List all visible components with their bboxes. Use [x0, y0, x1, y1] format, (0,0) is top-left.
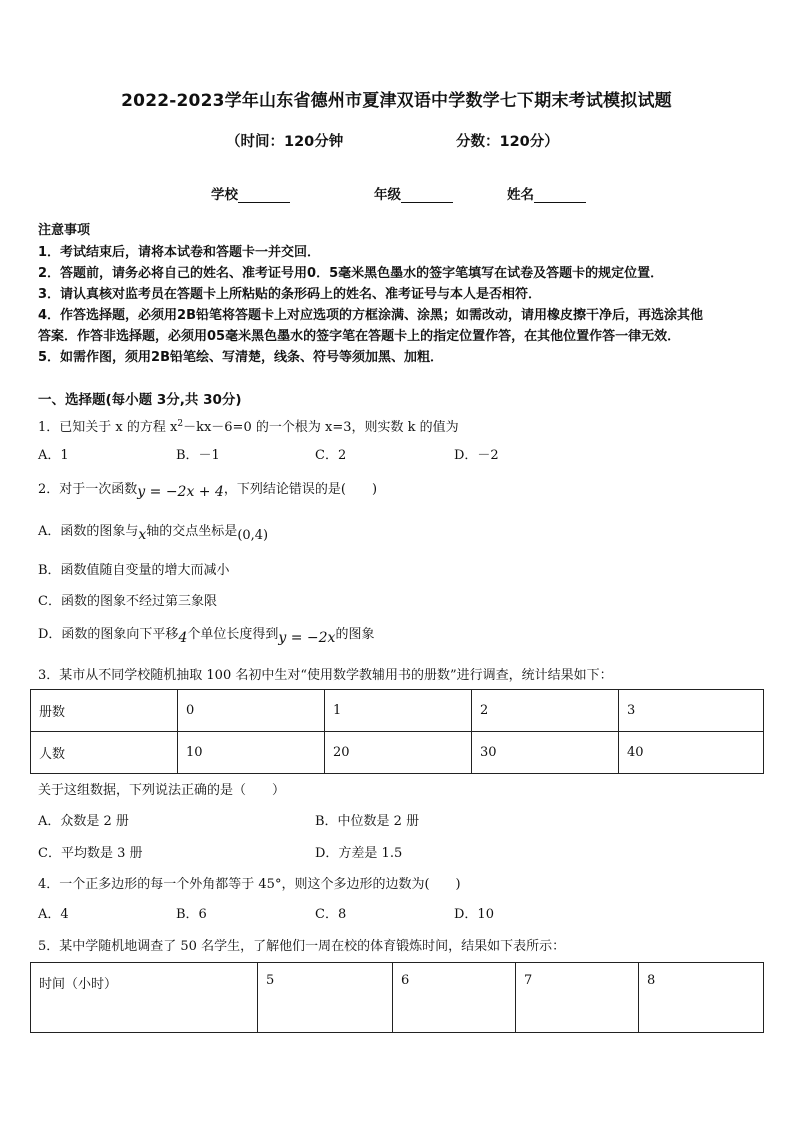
grade-label: 年级: [374, 187, 401, 203]
table-row: [31, 690, 764, 732]
table-cell: 册数: [31, 690, 178, 732]
name-field: [507, 183, 586, 203]
table-cell: 8: [639, 963, 764, 1033]
page-title: 2022-2023学年山东省德州市夏津双语中学数学七下期末考试模拟试题: [121, 91, 672, 111]
table-cell: 6: [393, 963, 516, 1033]
school-field: [211, 183, 290, 203]
q2-option-a-mid: 轴的交点坐标是: [146, 524, 238, 539]
question-4-stem: 4．一个正多边形的每一个外角都等于 45°，则这个多边形的边数为( ): [38, 877, 461, 892]
q2-option-a-pre: A．函数的图象与: [38, 524, 139, 539]
name-blank: [534, 188, 586, 203]
q2-option-a-x: x: [138, 527, 147, 543]
q3-table: [30, 689, 764, 774]
section-heading: 一、选择题(每小题 3分,共 30分): [38, 392, 242, 408]
q2-option-d: [38, 626, 375, 646]
q1-option-d: D．－2: [454, 448, 499, 463]
q2-option-a-point: (0,4): [237, 528, 269, 543]
q2-option-d-4: 4: [178, 630, 188, 646]
table-row: [31, 732, 764, 774]
notice-item: 答案．作答非选择题，必须用05毫米黑色墨水的签字笔在答题卡上的指定位置作答，在其他位置作答一律无效．: [38, 329, 681, 344]
question-5-stem: 5．某中学随机地调查了 50 名学生，了解他们一周在校的体育锻炼时间，结果如下表所示：: [38, 939, 566, 954]
q2-formula: y = −2x + 4: [137, 484, 224, 500]
q5-table: [30, 962, 764, 1033]
q3-option-b: B．中位数是 2 册: [315, 814, 420, 829]
q3-question: 关于这组数据，下列说法正确的是（ ）: [38, 783, 286, 798]
table-row: [31, 963, 764, 1033]
table-cell: 30: [472, 732, 619, 774]
table-cell: 0: [178, 690, 325, 732]
q1-stem-pre: 1．已知关于 x 的方程 x: [38, 420, 178, 435]
q2-option-d-mid: 个单位长度得到: [187, 627, 279, 642]
q4-option-c: C．8: [315, 907, 347, 922]
table-cell: 时间（小时）: [31, 963, 258, 1033]
table-cell: 20: [325, 732, 472, 774]
q4-option-b: B．6: [176, 907, 207, 922]
q1-option-a: A．1: [38, 448, 69, 463]
table-cell: 7: [516, 963, 639, 1033]
table-cell: 10: [178, 732, 325, 774]
q1-option-b: B．－1: [176, 448, 220, 463]
table-cell: 3: [619, 690, 764, 732]
notice-item: 4．作答选择题，必须用2B铅笔将答题卡上对应选项的方框涂满、涂黑；如需改动，请用橡皮擦干净后，再选涂其他: [38, 308, 704, 323]
grade-blank: [401, 188, 453, 203]
total-score: 分数：120分）: [456, 134, 559, 150]
school-blank: [238, 188, 290, 203]
q1-option-c: C．2: [315, 448, 347, 463]
q3-option-a: A．众数是 2 册: [38, 814, 129, 829]
q2-option-a: [38, 523, 269, 543]
q1-stem-post: －kx－6=0 的一个根为 x=3，则实数 k 的值为: [183, 420, 459, 435]
table-cell: 5: [258, 963, 393, 1033]
q2-stem-pre: 2．对于一次函数: [38, 482, 138, 497]
time-limit: （时间：120分钟: [226, 134, 344, 150]
notice-heading: 注意事项: [38, 223, 91, 238]
table-cell: 40: [619, 732, 764, 774]
q3-option-c: C．平均数是 3 册: [38, 846, 143, 861]
question-3-stem: 3．某市从不同学校随机抽取 100 名初中生对“使用数学教辅用书的册数”进行调查，统计结果如下：: [38, 668, 613, 683]
grade-field: [374, 183, 453, 203]
q2-option-c: C．函数的图象不经过第三象限: [38, 594, 217, 609]
notice-item: 5．如需作图，须用2B铅笔绘、写清楚，线条、符号等须加黑、加粗．: [38, 350, 443, 365]
question-2-stem: [38, 481, 377, 498]
name-label: 姓名: [507, 187, 534, 203]
q2-option-d-formula: y = −2x: [278, 630, 336, 646]
table-cell: 1: [325, 690, 472, 732]
table-cell: 人数: [31, 732, 178, 774]
question-1-stem: [38, 416, 459, 436]
q2-option-b: B．函数值随自变量的增大而减小: [38, 563, 230, 578]
q2-stem-post: ，下列结论错误的是( ): [223, 482, 378, 497]
notice-item: 1．考试结束后，请将本试卷和答题卡一并交回．: [38, 245, 321, 260]
q1-exponent: 2: [177, 419, 184, 429]
table-cell: 2: [472, 690, 619, 732]
q2-option-d-post: 的图象: [335, 627, 375, 642]
notice-item: 3．请认真核对监考员在答题卡上所粘贴的条形码上的姓名、准考证号与本人是否相符．: [38, 287, 542, 302]
school-label: 学校: [211, 187, 238, 203]
q4-option-d: D．10: [454, 907, 494, 922]
q3-option-d: D．方差是 1.5: [315, 846, 403, 861]
q4-option-a: A．4: [38, 907, 69, 922]
q2-option-d-pre: D．函数的图象向下平移: [38, 627, 179, 642]
notice-item: 2．答题前，请务必将自己的姓名、准考证号用0．5毫米黑色墨水的签字笔填写在试卷及答题卡的规定位置．: [38, 266, 664, 281]
